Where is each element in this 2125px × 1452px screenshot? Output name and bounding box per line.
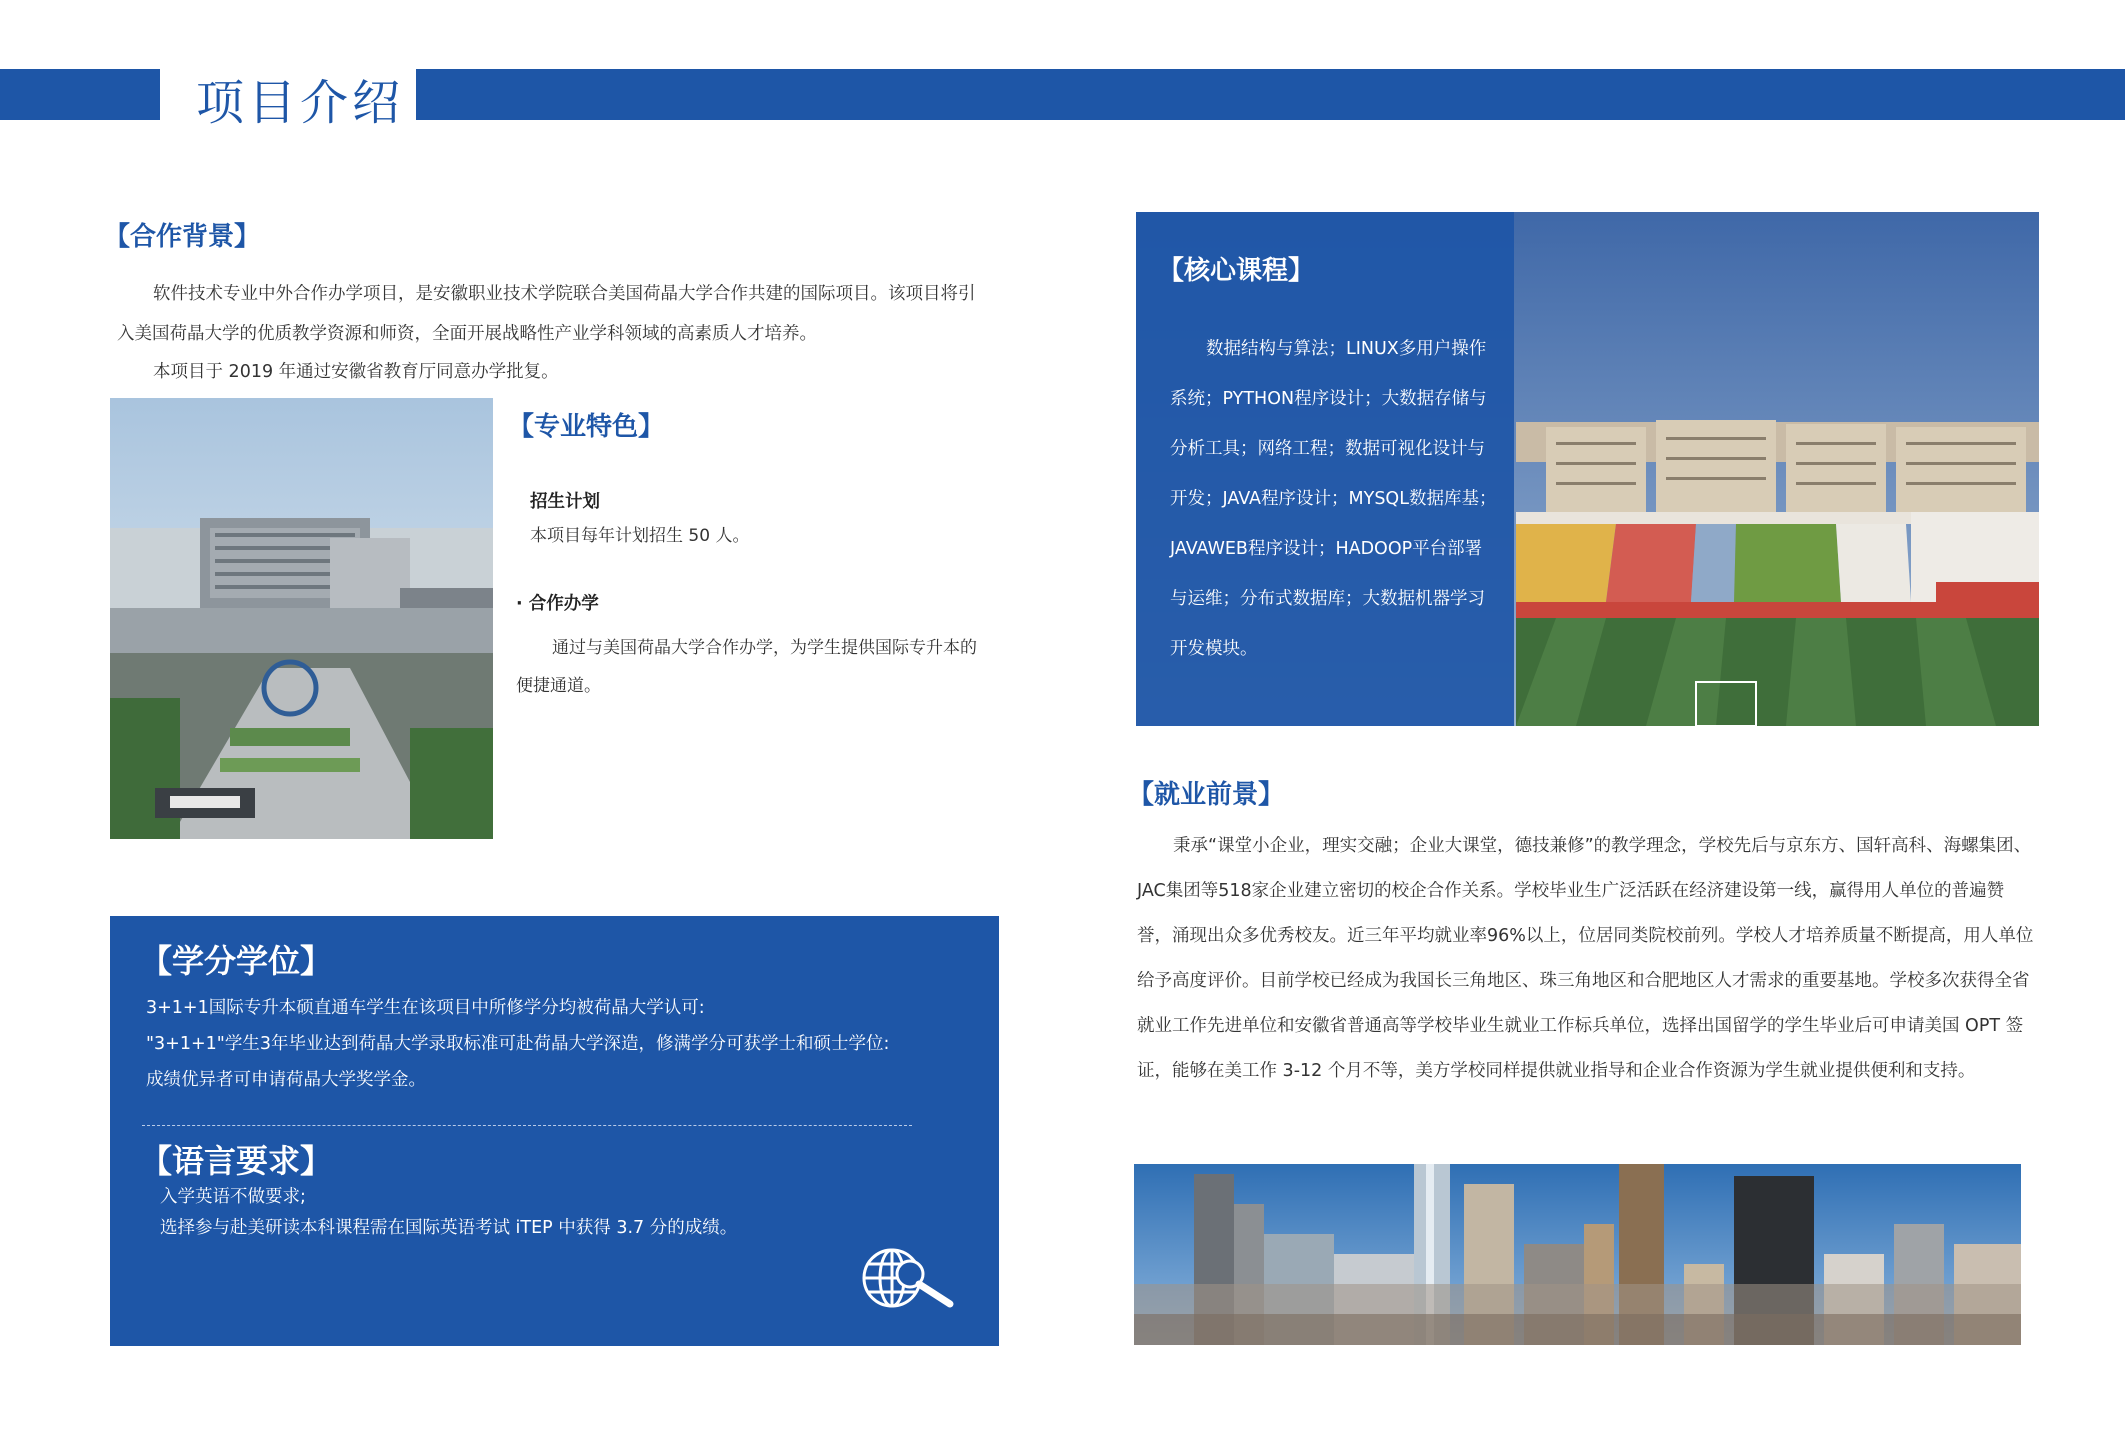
features-list <box>516 488 1000 705</box>
background-text <box>117 274 987 390</box>
campus-photo <box>110 398 493 839</box>
page-title: 项目介绍 <box>196 75 405 131</box>
employment-title: 【就业前景】 <box>1128 780 1285 810</box>
credits-line: 3+1+1国际专升本硕直通车学生在该项目中所修学分均被荷晶大学认可: <box>146 998 705 1018</box>
language-line: 入学英语不做要求; <box>160 1187 306 1207</box>
feature-heading: 招生计划 <box>530 492 600 512</box>
city-skyline-photo <box>1134 1164 2021 1345</box>
feature-text: 本项目每年计划招生 50 人。 <box>530 526 750 546</box>
language-title: 【语言要求】 <box>140 1142 333 1180</box>
background-paragraph: 软件技术专业中外合作办学项目，是安徽职业技术学院联合美国荷晶大学合作共建的国际项目。该项目将引入美国荷晶大学的优质教学资源和师资，全面开展战略性产业学科领域的高素质人才培养。 <box>117 284 976 344</box>
feature-heading: · 合作办学 <box>516 594 599 614</box>
divider <box>142 1125 912 1126</box>
credits-title: 【学分学位】 <box>140 942 333 980</box>
credits-line: 成绩优异者可申请荷晶大学奖学金。 <box>146 1070 426 1090</box>
language-line: 选择参与赴美研读本科课程需在国际英语考试 iTEP 中获得 3.7 分的成绩。 <box>160 1218 738 1238</box>
credits-line: "3+1+1"学生3年毕业达到荷晶大学录取标准可赴荷晶大学深造，修满学分可获学士和硕士学位: <box>146 1034 890 1054</box>
header-bar-left <box>0 69 160 120</box>
credits-text <box>146 990 976 1098</box>
globe-search-icon <box>858 1244 958 1312</box>
header-bar-right <box>416 69 2125 120</box>
feature-text: 通过与美国荷晶大学合作办学，为学生提供国际专升本的便捷通道。 <box>516 638 977 696</box>
employment-text <box>1137 824 2037 1094</box>
background-title: 【合作背景】 <box>104 222 261 252</box>
features-title: 【专业特色】 <box>508 412 665 442</box>
core-text: 数据结构与算法；LINUX多用户操作系统；PYTHON程序设计；大数据存储与分析工具；网络工程；数据可视化设计与开发；JAVA程序设计；MYSQL数据库基；JAVAWEB程序设计；HADOOP平台部署与运维；分布式数据库；大数据机器学习开发模块。 <box>1170 339 1497 659</box>
background-approval: 本项目于 2019 年通过安徽省教育厅同意办学批复。 <box>153 362 559 382</box>
employment-paragraph: 秉承“课堂小企业，理实交融；企业大课堂，德技兼修”的教学理念，学校先后与京东方、国轩高科、海螺集团、JAC集团等518家企业建立密切的校企合作关系。学校毕业生广泛活跃在经济建设第一线，赢得用人单位的普遍赞誉，涌现出众多优秀校友。近三年平均就业率96%以上，位居同类院校前列。学校人才培养质量不断提高，用人单位给予高度评价。目前学校已经成为我国长三角地区、珠三角地区和合肥地区人才需求的重要基地。学校多次获得全省就业工作先进单位和安徽省普通高等学校毕业生就业工作标兵单位，选择出国留学的学生毕业后可申请美国 OPT 签证，能够在美工作 3-12 个月不等，美方学校同样提供就业指导和企业合作资源为学生就业提供便利和支持。 <box>1137 836 2034 1081</box>
language-text <box>160 1182 980 1244</box>
core-title: 【核心课程】 <box>1158 256 1315 286</box>
